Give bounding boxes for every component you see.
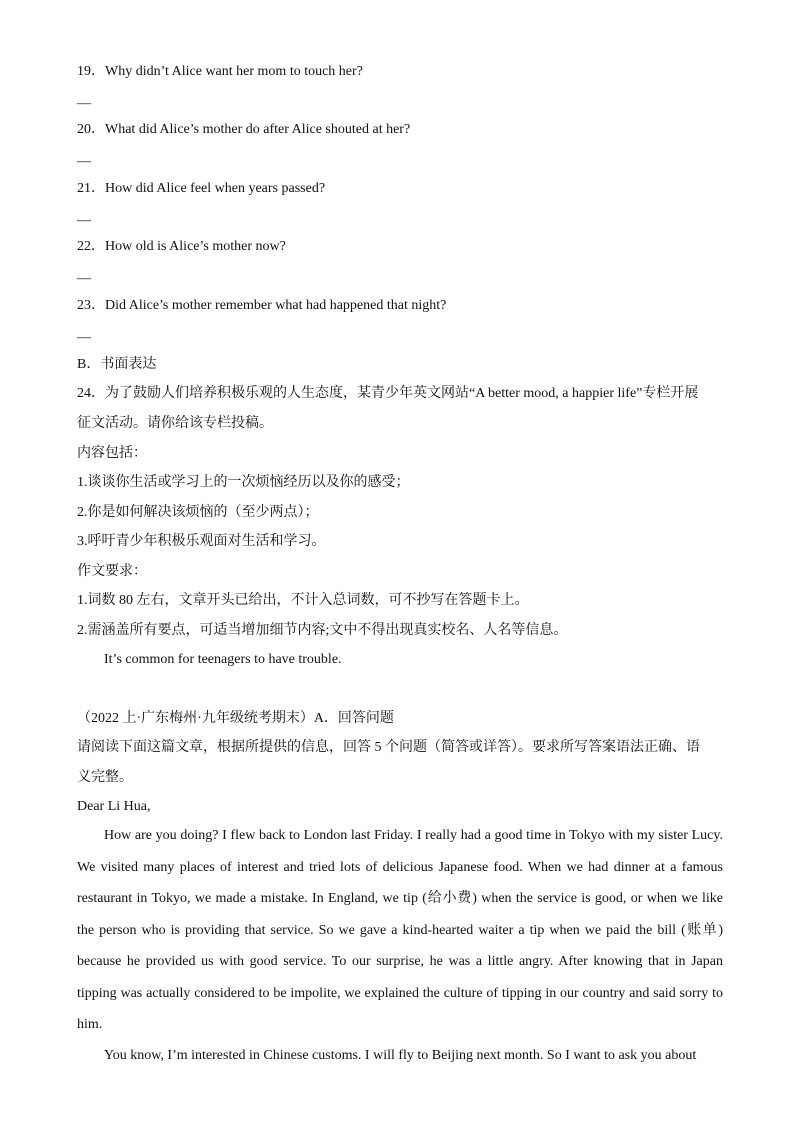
answer-line-22: — [77, 271, 91, 286]
content-item-2: 2.你是如何解决该烦恼的（至少两点）； [77, 505, 319, 520]
section-b-heading: B．书面表达 [77, 357, 157, 372]
question-text: How did Alice feel when years passed? [105, 181, 326, 196]
question-23 [77, 297, 446, 315]
content-item-3: 3.呼吁青少年积极乐观面对生活和学习。 [77, 534, 326, 549]
letter-paragraph-1: How are you doing? I flew back to London last Friday. I really had a good time in Tokyo with my sister Lucy. We visited many places of interest and tried lots of delicious Japanese food. When we had dinner at a famous restaurant in Tokyo, we made a mistake. In England, we tip (给小费) when the service is good, or when we like the person who is providing that service. So we gave a kind-hearted waiter a tip when we paid the bill (账单) because he provided us with good service. To our surprise, he was a little angry. After knowing that in Japan tipping was actually considered to be impolite, we explained the culture of tipping in our country and said sorry to him. [77, 828, 723, 1032]
requirements-label: 作文要求： [77, 564, 147, 579]
question-20 [77, 121, 410, 139]
instructions-line-2: 义完整。 [77, 770, 133, 785]
question-22 [77, 238, 286, 256]
content-item-1: 1.谈谈你生活或学习上的一次烦恼经历以及你的感受； [77, 475, 410, 490]
question-number: 20． [77, 122, 105, 137]
question-number: 21． [77, 181, 105, 196]
content-label: 内容包括： [77, 446, 147, 461]
instructions-line-1: 请阅读下面这篇文章，根据所提供的信息，回答 5 个问题（简答或详答）。要求所写答案语法正确、语 [77, 740, 700, 755]
source-line: （2022 上·广东梅州·九年级统考期末）A．回答问题 [77, 711, 394, 726]
question-text: Why didn’t Alice want her mom to touch her? [105, 64, 363, 79]
essay-opening-sentence: It’s common for teenagers to have trouble. [104, 652, 342, 667]
question-number: 23． [77, 298, 105, 313]
answer-line-19: — [77, 96, 91, 111]
question-21 [77, 180, 325, 198]
question-number: 19． [77, 64, 105, 79]
question-number: 22． [77, 239, 105, 254]
question-24-line-2: 征文活动。请你给该专栏投稿。 [77, 416, 273, 431]
question-text: Did Alice’s mother remember what had happened that night? [105, 298, 447, 313]
answer-line-23: — [77, 330, 91, 345]
question-text: What did Alice’s mother do after Alice shouted at her? [105, 122, 411, 137]
letter-paragraph-2: You know, I’m interested in Chinese customs. I will fly to Beijing next month. So I want to ask you about [104, 1048, 697, 1063]
requirement-item-1: 1.词数 80 左右，文章开头已给出，不计入总词数，可不抄写在答题卡上。 [77, 593, 529, 608]
question-text: How old is Alice’s mother now? [105, 239, 286, 254]
question-19 [77, 63, 363, 81]
requirement-item-2: 2.需涵盖所有要点，可适当增加细节内容;文中不得出现真实校名、人名等信息。 [77, 623, 568, 638]
answer-line-20: — [77, 154, 91, 169]
letter-salutation: Dear Li Hua, [77, 799, 151, 814]
answer-line-21: — [77, 213, 91, 228]
question-24-line-1: 24．为了鼓励人们培养积极乐观的人生态度，某青少年英文网站“A better mood, a happier life”专栏开展 [77, 386, 699, 401]
